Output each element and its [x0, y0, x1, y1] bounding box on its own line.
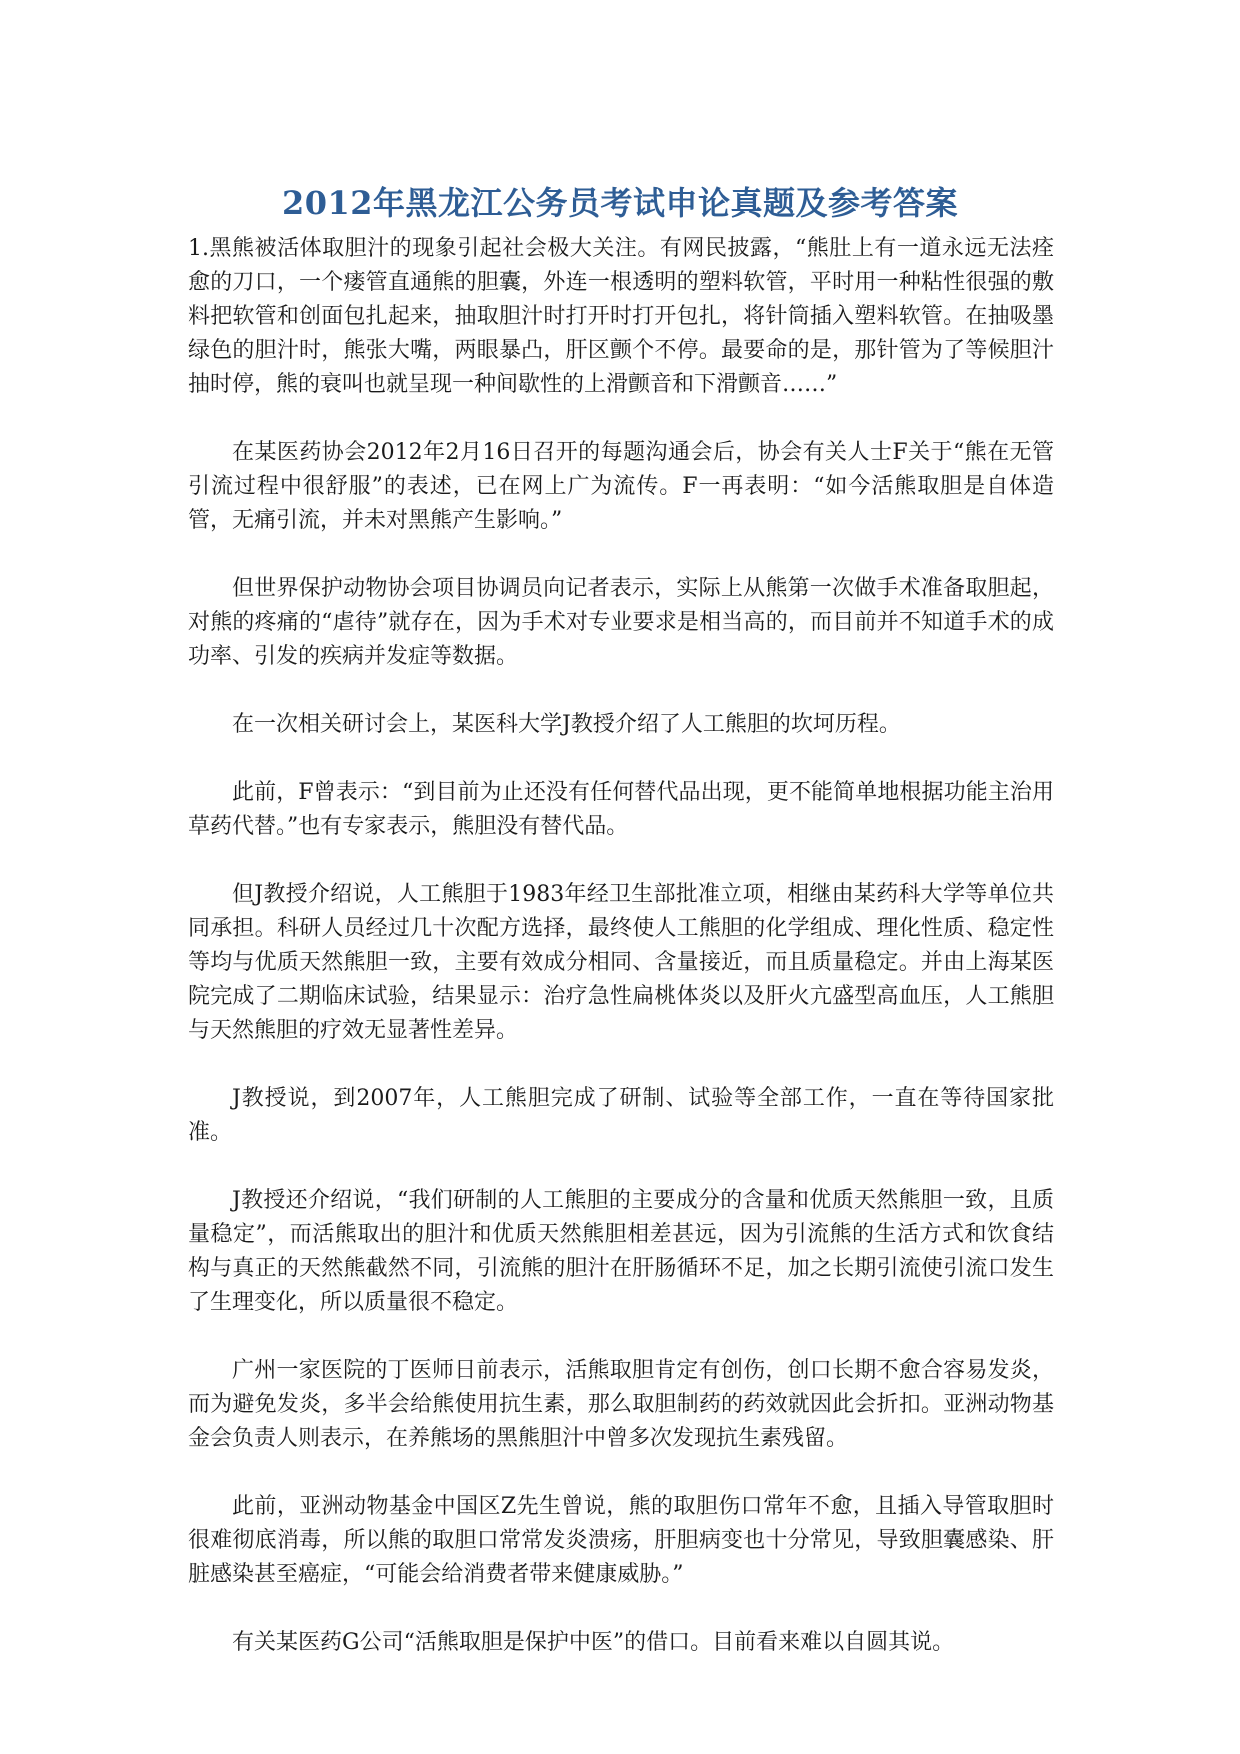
paragraph: 有关某医药G公司“活熊取胆是保护中医”的借口。目前看来难以自圆其说。 — [232, 1630, 955, 1655]
paragraph: 在一次相关研讨会上，某医科大学J教授介绍了人工熊胆的坎坷历程。 — [232, 712, 901, 737]
paragraph: 在某医药协会2012年2月16日召开的每题沟通会后，协会有关人士F关于“熊在无管引流过程中很舒服”的表述，已在网上广为流传。F一再表明：“如今活熊取胆是自体造管，无痛引流，并未对黑熊产生影响。” — [188, 440, 1054, 533]
paragraph: 此前，亚洲动物基金中国区Z先生曾说，熊的取胆伤口常年不愈，且插入导管取胆时很难彻底消毒，所以熊的取胆口常常发炎溃疡，肝胆病变也十分常见，导致胆囊感染、肝脏感染甚至癌症，“可能会给消费者带来健康威胁。” — [188, 1494, 1054, 1587]
paragraph: 但世界保护动物协会项目协调员向记者表示，实际上从熊第一次做手术准备取胆起，对熊的疼痛的“虐待”就存在，因为手术对专业要求是相当高的，而目前并不知道手术的成功率、引发的疾病并发症等数据。 — [188, 576, 1054, 669]
paragraph: 但J教授介绍说，人工熊胆于1983年经卫生部批准立项，相继由某药科大学等单位共同承担。科研人员经过几十次配方选择，最终使人工熊胆的化学组成、理化性质、稳定性等均与优质天然熊胆一致，主要有效成分相同、含量接近，而且质量稳定。并由上海某医院完成了二期临床试验，结果显示：治疗急性扁桃体炎以及肝火亢盛型高血压，人工熊胆与天然熊胆的疗效无显著性差异。 — [188, 882, 1054, 1043]
paragraph: J教授还介绍说，“我们研制的人工熊胆的主要成分的含量和优质天然熊胆一致，且质量稳定”，而活熊取出的胆汁和优质天然熊胆相差甚远，因为引流熊的生活方式和饮食结构与真正的天然熊截然不同，引流熊的胆汁在肝肠循环不足，加之长期引流使引流口发生了生理变化，所以质量很不稳定。 — [188, 1188, 1054, 1315]
document-body — [188, 232, 1054, 1694]
paragraph: 此前，F曾表示：“到目前为止还没有任何替代品出现，更不能简单地根据功能主治用草药代替。”也有专家表示，熊胆没有替代品。 — [188, 780, 1054, 839]
paragraph: 广州一家医院的丁医师日前表示，活熊取胆肯定有创伤，创口长期不愈合容易发炎，而为避免发炎，多半会给熊使用抗生素，那么取胆制药的药效就因此会折扣。亚洲动物基金会负责人则表示，在养熊场的黑熊胆汁中曾多次发现抗生素残留。 — [188, 1358, 1054, 1451]
paragraph: J教授说，到2007年，人工熊胆完成了研制、试验等全部工作，一直在等待国家批准。 — [188, 1086, 1054, 1145]
document-title: 2012年黑龙江公务员考试申论真题及参考答案 — [281, 184, 959, 222]
paragraph: 1.黑熊被活体取胆汁的现象引起社会极大关注。有网民披露，“熊肚上有一道永远无法痊愈的刀口，一个瘘管直通熊的胆囊，外连一根透明的塑料软管，平时用一种粘性很强的敷料把软管和创面包扎起来，抽取胆汁时打开时打开包扎，将针筒插入塑料软管。在抽吸墨绿色的胆汁时，熊张大嘴，两眼暴凸，肝区颤个不停。最要命的是，那针管为了等候胆汁抽时停，熊的衰叫也就呈现一种间歇性的上滑颤音和下滑颤音……” — [188, 236, 1054, 397]
